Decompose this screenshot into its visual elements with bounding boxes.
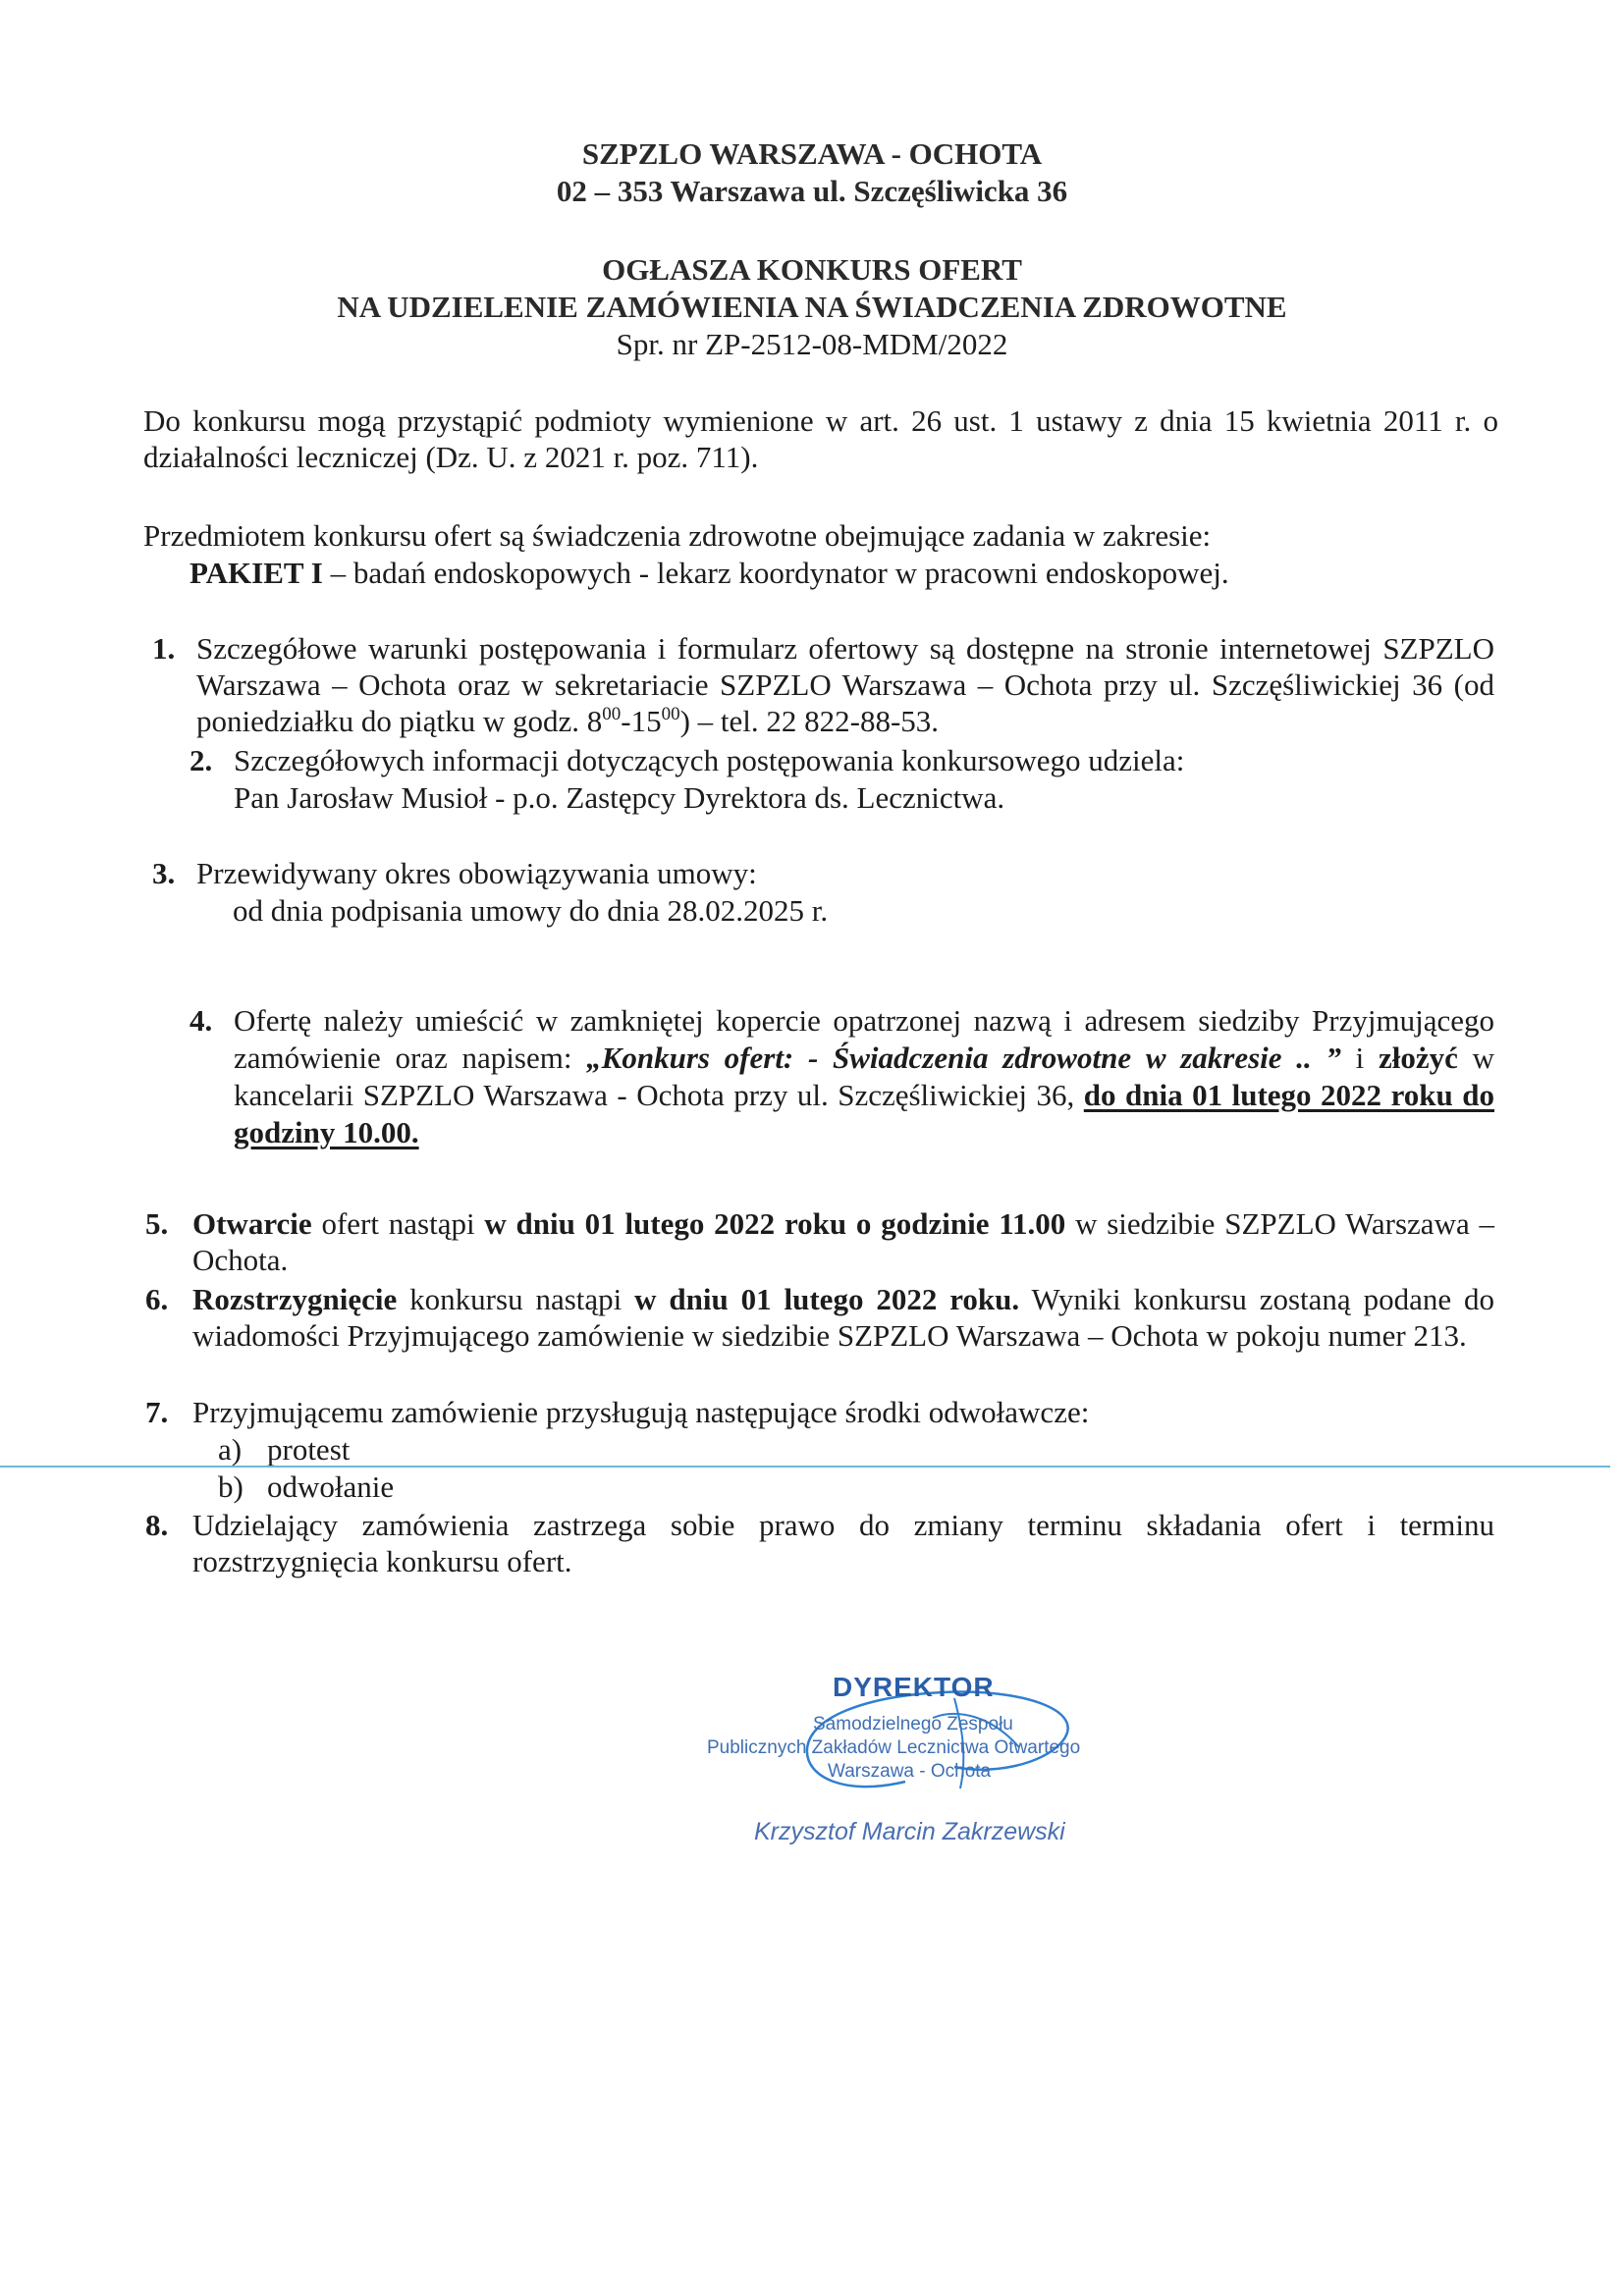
item-2-line-1: Szczegółowych informacji dotyczących postępowania konkursowego udziela: (234, 743, 1185, 777)
announcement-line-1: OGŁASZA KONKURS OFERT (602, 252, 1022, 287)
package-line (189, 555, 1495, 591)
director-stamp (697, 1659, 1159, 1855)
stamp-line-1: Samodzielnego Zespołu (813, 1714, 1013, 1735)
item-4-number: 4. (189, 1003, 213, 1038)
announcement-line-2: NA UDZIELENIE ZAMÓWIENIA NA ŚWIADCZENIA ZDROWOTNE (337, 290, 1287, 324)
remedy-a: protest (267, 1432, 351, 1467)
item-3-line-2: od dnia podpisania umowy do dnia 28.02.2025 r. (233, 893, 829, 928)
item-6-number: 6. (145, 1282, 169, 1316)
remedy-a-label: a) (218, 1432, 243, 1467)
package-text: – badań endoskopowych - lekarz koordynator w pracowni endoskopowej. (322, 556, 1229, 590)
stamp-line-3: Warszawa - Ochota (828, 1761, 992, 1782)
item-5-text: Otwarcie ofert nastąpi w dniu 01 lutego 2022 roku o godzinie 11.00 w siedzibie SZPZLO Warszawa – Ochota. (192, 1206, 1494, 1277)
item-2-number: 2. (189, 743, 213, 777)
item-4-text: Ofertę należy umieścić w zamkniętej kopercie opatrzonej nazwą i adresem siedziby Przyjmującego zamówienie oraz napisem: „Konkurs ofert: - Świadczenia zdrowotne w zakresie .. ” i złożyć w kancelarii SZPZLO Warszawa - Ochota przy ul. Szczęśliwickiej 36, do dnia 01 lutego 2022 roku do godziny 10.00. (234, 1003, 1494, 1149)
org-name: SZPZLO WARSZAWA - OCHOTA (581, 136, 1043, 171)
item-6-text: Rozstrzygnięcie konkursu nastąpi w dniu 01 lutego 2022 roku. Wyniki konkursu zostaną podane do wiadomości Przyjmującego zamówienie w siedzibie SZPZLO Warszawa – Ochota w pokoju numer 213. (192, 1282, 1494, 1353)
item-2-line-2: Pan Jarosław Musioł - p.o. Zastępcy Dyrektora ds. Lecznictwa. (234, 780, 1005, 815)
signer-name: Krzysztof Marcin Zakrzewski (754, 1818, 1065, 1845)
item-4-quote: „Konkurs ofert: - Świadczenia zdrowotne w zakresie .. ” (586, 1041, 1341, 1075)
stamp-line-2: Publicznych Zakładów Lecznictwa Otwartego (707, 1737, 1081, 1758)
subject-paragraph: Przedmiotem konkursu ofert są świadczenia zdrowotne obejmujące zadania w zakresie: (143, 518, 1212, 553)
item-3-line-1: Przewidywany okres obowiązywania umowy: (196, 856, 757, 890)
item-7-text: Przyjmującemu zamówienie przysługują następujące środki odwoławcze: (192, 1395, 1090, 1429)
org-address: 02 – 353 Warszawa ul. Szczęśliwicka 36 (556, 174, 1068, 208)
scan-line (0, 1466, 1610, 1468)
remedy-b-label: b) (218, 1469, 244, 1504)
item-1-number: 1. (152, 631, 176, 666)
eligibility-paragraph: Do konkursu mogą przystąpić podmioty wymienione w art. 26 ust. 1 ustawy z dnia 15 kwietnia 2011 r. o działalności leczniczej (Dz. U. z 2021 r. poz. 711). (143, 403, 1498, 474)
submission-deadline: do dnia 01 lutego 2022 roku do godziny 10.00. (234, 1078, 1494, 1149)
item-8-text: Udzielający zamówienia zastrzega sobie prawo do zmiany terminu składania ofert i terminu rozstrzygnięcia konkursu ofert. (192, 1508, 1494, 1578)
item-3-number: 3. (152, 856, 176, 890)
remedy-b: odwołanie (267, 1469, 395, 1504)
package-label: PAKIET I (189, 556, 323, 590)
item-5-number: 5. (145, 1206, 169, 1241)
case-number: Spr. nr ZP-2512-08-MDM/2022 (616, 327, 1008, 361)
item-8-number: 8. (145, 1508, 169, 1542)
item-7-number: 7. (145, 1395, 169, 1429)
stamp-title: DYREKTOR (833, 1672, 995, 1702)
item-1-text: Szczegółowe warunki postępowania i formularz ofertowy są dostępne na stronie internetowej SZPZLO Warszawa – Ochota oraz w sekretariacie SZPZLO Warszawa – Ochota przy ul. Szczęśliwickiej 36 (od poniedziałku do piątku w godz. $8^{00}-15^{00}$) – tel. 22 822-88-53. (196, 631, 1494, 738)
